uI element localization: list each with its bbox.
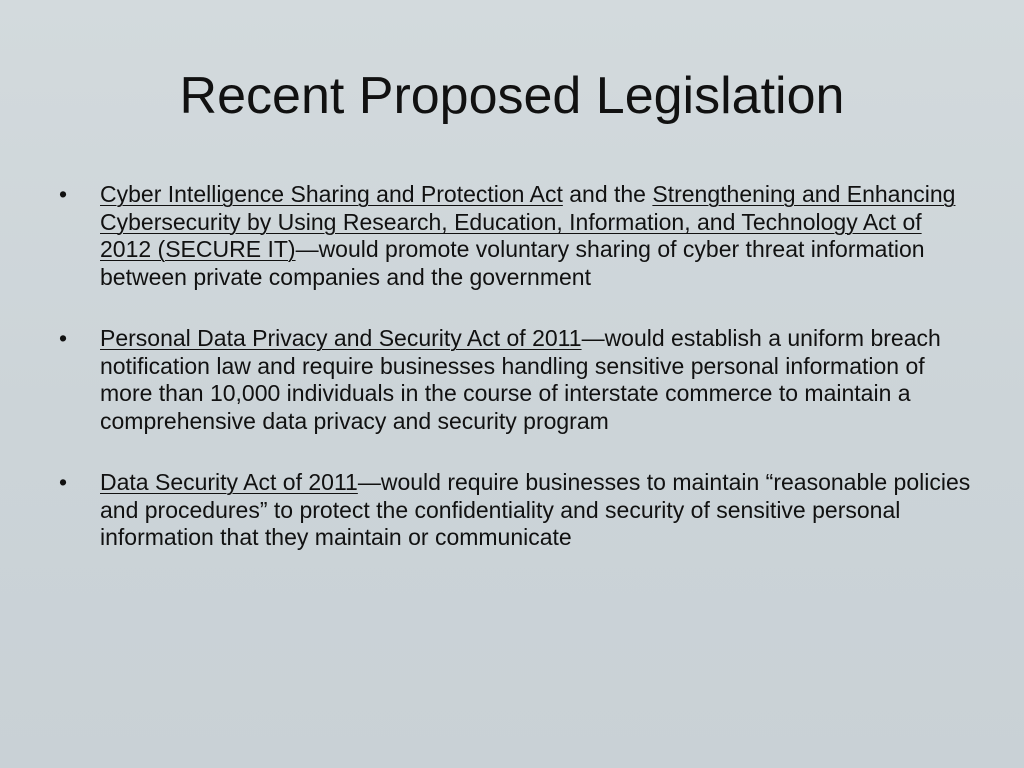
bullet-icon: •: [59, 181, 68, 207]
bullet-text: [100, 181, 955, 290]
bullet-joiner-text: and the: [562, 181, 653, 207]
bullet-text: [100, 325, 941, 434]
bullet-item-cispa-secure-it: [56, 181, 976, 291]
link-secure-it-act[interactable]: Strengthening and Enhancing Cybersecurity by Using Research, Education, Information, and Technology Act of 2012 (SECURE IT): [100, 181, 956, 262]
bullet-icon: •: [59, 325, 68, 351]
bullet-text: [100, 469, 970, 550]
link-cyber-intelligence-sharing-act[interactable]: Cyber Intelligence Sharing and Protection Act: [100, 181, 563, 207]
bullet-description: —would establish a uniform breach notification law and require businesses handling sensitive personal information of more than 10,000 individuals in the course of interstate commerce to maintain a comprehensive data privacy and security program: [100, 325, 941, 434]
bullet-icon: •: [59, 469, 68, 495]
bullet-item-data-security-act: [56, 469, 976, 552]
link-data-security-act[interactable]: Data Security Act of 2011: [100, 469, 358, 495]
bullet-description: —would promote voluntary sharing of cyber threat information between private companies and the government: [100, 236, 925, 290]
slide-title: Recent Proposed Legislation: [179, 67, 845, 125]
bullet-list: [56, 181, 976, 586]
bullet-description: —would require businesses to maintain “reasonable policies and procedures” to protect the confidentiality and security of sensitive personal information that they maintain or communicate: [100, 469, 971, 550]
link-personal-data-privacy-act[interactable]: Personal Data Privacy and Security Act of 2011: [100, 325, 582, 351]
bullet-item-personal-data-privacy: [56, 325, 976, 435]
